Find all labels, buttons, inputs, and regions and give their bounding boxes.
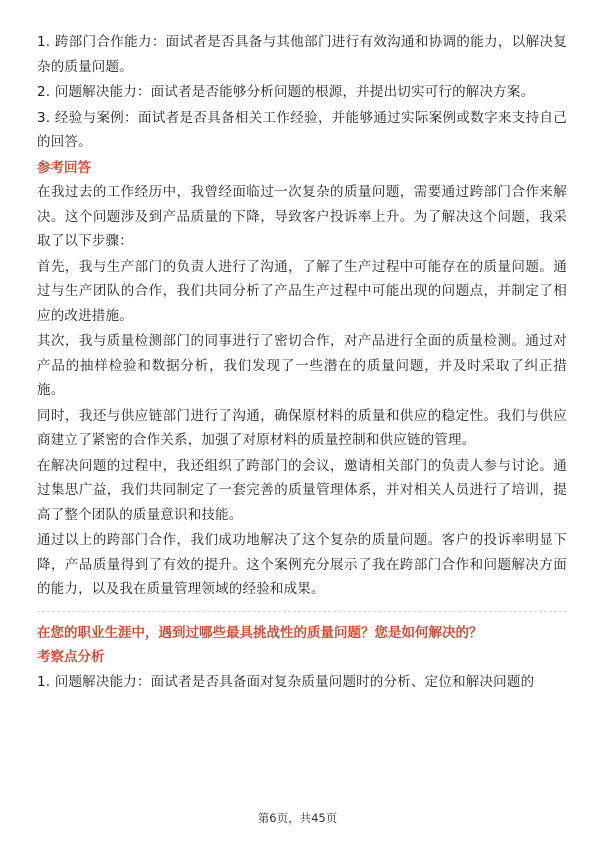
analysis-heading: 考察点分析 <box>37 649 105 665</box>
page-content <box>37 30 567 695</box>
reference-paragraph-2: 首先，我与生产部门的负责人进行了沟通，了解了生产过程中可能存在的质量问题。通过与生产团队的合作，我们共同分析了产品生产过程中可能出现的问题点，并制定了相应的改进措施。 <box>37 258 567 324</box>
intro-point-2: 2. 问题解决能力：面试者是否能够分析问题的根源，并提出切实可行的解决方案。 <box>37 84 535 100</box>
intro-point-3: 3. 经验与案例：面试者是否具备相关工作经验，并能够通过实际案例或数字来支持自己的回答。 <box>37 109 567 150</box>
page-number-footer: 第6页，共45页 <box>257 811 338 825</box>
reference-paragraph-1: 在我过去的工作经历中，我曾经面临过一次复杂的质量问题，需要通过跨部门合作来解决。这个问题涉及到产品质量的下降，导致客户投诉率上升。为了解决这个问题，我采取了以下步骤： <box>37 184 567 249</box>
interview-question: 在您的职业生涯中，遇到过哪些最具挑战性的质量问题？您是如何解决的？ <box>37 624 483 641</box>
section-divider <box>37 611 567 612</box>
reference-paragraph-6: 通过以上的跨部门合作，我们成功地解决了这个复杂的质量问题。客户的投诉率明显下降，产品质量得到了有效的提升。这个案例充分展示了我在跨部门合作和问题解决方面的能力，以及我在质量管理领域的经验和成果。 <box>37 532 567 597</box>
reference-paragraph-4: 同时，我还与供应链部门进行了沟通，确保原材料的质量和供应的稳定性。我们与供应商建立了紧密的合作关系，加强了对原材料的质量控制和供应链的管理。 <box>37 407 567 448</box>
intro-point-1: 1. 跨部门合作能力：面试者是否具备与其他部门进行有效沟通和协调的能力，以解决复杂的质量问题。 <box>37 34 567 75</box>
analysis-point-1: 1. 问题解决能力：面试者是否具备面对复杂质量问题时的分析、定位和解决问题的 <box>37 673 535 690</box>
reference-answer-heading: 参考回答 <box>37 159 91 176</box>
reference-paragraph-3: 其次，我与质量检测部门的同事进行了密切合作，对产品进行全面的质量检测。通过对产品的抽样检验和数据分析，我们发现了一些潜在的质量问题，并及时采取了纠正措施。 <box>37 333 567 398</box>
reference-paragraph-5: 在解决问题的过程中，我还组织了跨部门的会议，邀请相关部门的负责人参与讨论。通过集思广益，我们共同制定了一套完善的质量管理体系，并对相关人员进行了培训，提高了整个团队的质量意识和技能。 <box>37 457 567 523</box>
